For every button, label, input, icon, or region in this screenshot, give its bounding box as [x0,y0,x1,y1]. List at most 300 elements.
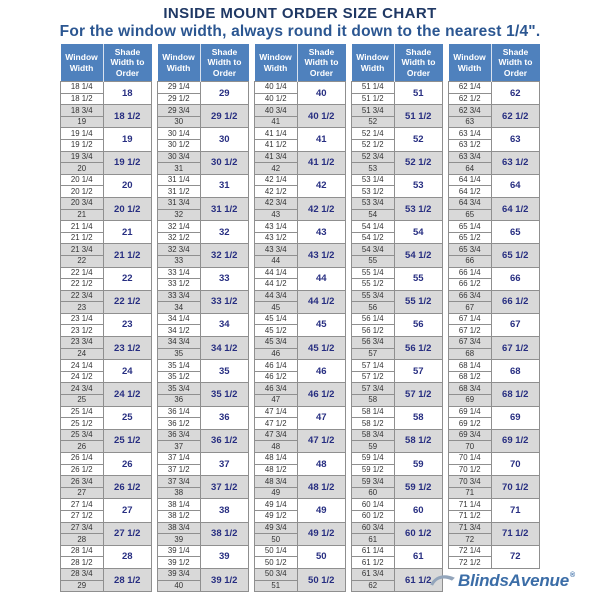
window-width-cell: 54 1/2 [352,232,395,244]
window-width-cell: 34 [158,302,201,314]
shade-width-cell: 35 [200,360,249,383]
window-width-cell: 70 3/4 [449,476,492,488]
window-width-cell: 56 1/4 [352,313,395,325]
shade-width-cell: 57 1/2 [394,383,443,406]
window-width-cell: 29 1/4 [158,82,201,94]
window-width-cell: 34 1/2 [158,325,201,337]
window-width-cell: 45 [255,302,298,314]
shade-width-cell: 46 1/2 [297,383,346,406]
window-width-cell: 27 [61,487,104,499]
window-width-cell: 28 [61,534,104,546]
window-width-cell: 53 1/4 [352,174,395,186]
window-width-cell: 54 3/4 [352,244,395,256]
window-width-cell: 39 3/4 [158,568,201,580]
window-width-cell: 58 1/4 [352,406,395,418]
window-width-cell: 22 1/4 [61,267,104,279]
window-width-cell: 61 3/4 [352,568,395,580]
window-width-cell: 29 1/2 [158,93,201,105]
window-width-cell: 27 1/2 [61,510,104,522]
size-chart [0,44,600,592]
window-width-cell: 48 3/4 [255,476,298,488]
shade-width-cell: 36 [200,406,249,429]
window-width-cell: 20 3/4 [61,197,104,209]
window-width-cell: 33 [158,255,201,267]
window-width-cell: 28 1/4 [61,545,104,557]
shade-width-cell: 39 [200,545,249,568]
shade-width-cell: 29 [200,82,249,105]
window-width-cell: 49 1/4 [255,499,298,511]
window-width-cell: 24 1/2 [61,371,104,383]
window-width-cell: 31 3/4 [158,197,201,209]
window-width-cell: 48 1/2 [255,464,298,476]
shade-width-cell: 43 [297,221,346,244]
window-width-cell: 25 1/2 [61,418,104,430]
window-width-cell: 41 3/4 [255,151,298,163]
window-width-cell: 71 [449,487,492,499]
window-width-cell: 24 [61,348,104,360]
window-width-cell: 61 [352,534,395,546]
window-width-cell: 52 3/4 [352,151,395,163]
window-width-cell: 43 1/2 [255,232,298,244]
shade-width-cell: 66 1/2 [491,290,540,313]
shade-width-cell: 23 1/2 [103,337,152,360]
window-width-cell: 57 3/4 [352,383,395,395]
window-width-cell: 62 3/4 [449,105,492,117]
window-width-cell: 37 [158,441,201,453]
window-width-cell: 35 1/2 [158,371,201,383]
shade-width-cell: 65 1/2 [491,244,540,267]
window-width-cell: 23 1/2 [61,325,104,337]
window-width-cell: 69 3/4 [449,429,492,441]
shade-width-cell: 30 [200,128,249,151]
roof-icon [429,572,456,586]
window-width-cell: 31 1/2 [158,186,201,198]
window-width-cell: 65 3/4 [449,244,492,256]
shade-width-cell: 68 1/2 [491,383,540,406]
shade-width-cell: 64 [491,174,540,197]
shade-width-cell: 21 [103,221,152,244]
window-width-cell: 52 1/4 [352,128,395,140]
shade-width-cell: 60 [394,499,443,522]
shade-width-cell: 26 [103,453,152,476]
shade-width-cell: 34 1/2 [200,337,249,360]
window-width-cell: 21 1/2 [61,232,104,244]
shade-width-cell: 32 [200,221,249,244]
window-width-cell: 50 [255,534,298,546]
shade-width-cell: 49 [297,499,346,522]
window-width-cell: 72 1/2 [449,557,492,569]
shade-width-cell: 55 [394,267,443,290]
window-width-cell: 68 3/4 [449,383,492,395]
window-width-cell: 31 [158,163,201,175]
page [0,5,600,605]
window-width-cell: 48 [255,441,298,453]
page-subtitle: For the window width, always round it down to the nearest 1/4". [59,23,541,40]
window-width-cell: 36 3/4 [158,429,201,441]
shade-width-cell: 62 1/2 [491,105,540,128]
window-width-cell: 62 [352,580,395,592]
shade-width-cell: 53 [394,174,443,197]
window-width-cell: 65 [449,209,492,221]
window-width-cell: 22 [61,255,104,267]
window-width-cell: 53 1/2 [352,186,395,198]
window-width-cell: 51 1/2 [352,93,395,105]
shade-width-cell: 19 1/2 [103,151,152,174]
window-width-cell: 33 1/2 [158,279,201,291]
window-width-cell: 53 3/4 [352,197,395,209]
shade-width-cell: 50 [297,545,346,568]
window-width-cell: 54 [352,209,395,221]
shade-width-cell: 67 1/2 [491,337,540,360]
shade-width-cell: 42 1/2 [297,197,346,220]
window-width-cell: 35 3/4 [158,383,201,395]
window-width-cell: 55 [352,255,395,267]
window-width-cell: 35 1/4 [158,360,201,372]
shade-width-cell: 42 [297,174,346,197]
window-width-cell: 37 1/2 [158,464,201,476]
shade-width-cell: 54 1/2 [394,244,443,267]
window-width-cell: 36 1/2 [158,418,201,430]
shade-width-cell: 61 [394,545,443,568]
shade-width-cell: 38 [200,499,249,522]
window-width-cell: 70 1/4 [449,453,492,465]
window-width-cell: 56 3/4 [352,337,395,349]
window-width-cell: 47 [255,395,298,407]
window-width-cell: 56 1/2 [352,325,395,337]
window-width-cell: 60 3/4 [352,522,395,534]
window-width-cell: 46 1/2 [255,371,298,383]
registered-mark: ® [569,572,576,579]
window-width-cell: 50 1/2 [255,557,298,569]
shade-width-cell: 33 [200,267,249,290]
window-width-cell: 34 3/4 [158,337,201,349]
window-width-cell: 70 1/2 [449,464,492,476]
window-width-cell: 24 3/4 [61,383,104,395]
window-width-cell: 25 [61,395,104,407]
window-width-cell: 68 1/2 [449,371,492,383]
window-width-cell: 37 1/4 [158,453,201,465]
shade-width-cell: 30 1/2 [200,151,249,174]
shade-width-cell: 44 1/2 [297,290,346,313]
shade-width-cell: 45 1/2 [297,337,346,360]
window-width-cell: 51 3/4 [352,105,395,117]
window-width-cell: 57 1/2 [352,371,395,383]
shade-width-cell: 50 1/2 [297,568,346,591]
window-width-cell: 42 [255,163,298,175]
window-width-cell: 71 1/2 [449,510,492,522]
window-width-header: Window Width [61,44,104,82]
shade-width-cell: 37 1/2 [200,476,249,499]
shade-width-cell: 41 [297,128,346,151]
window-width-cell: 32 1/4 [158,221,201,233]
shade-width-cell: 31 [200,174,249,197]
window-width-cell: 68 1/4 [449,360,492,372]
shade-width-cell: 26 1/2 [103,476,152,499]
window-width-cell: 38 1/4 [158,499,201,511]
shade-width-cell: 37 [200,453,249,476]
window-width-cell: 63 [449,116,492,128]
window-width-cell: 49 3/4 [255,522,298,534]
shade-width-cell: 48 1/2 [297,476,346,499]
window-width-cell: 68 [449,348,492,360]
window-width-cell: 56 [352,302,395,314]
window-width-cell: 32 1/2 [158,232,201,244]
window-width-cell: 59 1/4 [352,453,395,465]
window-width-cell: 67 1/4 [449,313,492,325]
shade-width-cell: 59 [394,453,443,476]
window-width-cell: 38 3/4 [158,522,201,534]
shade-width-cell: 27 1/2 [103,522,152,545]
window-width-cell: 31 1/4 [158,174,201,186]
window-width-cell: 66 1/2 [449,279,492,291]
shade-width-cell: 69 1/2 [491,429,540,452]
window-width-cell: 58 [352,395,395,407]
shade-width-cell: 25 1/2 [103,429,152,452]
window-width-cell: 55 3/4 [352,290,395,302]
window-width-cell: 59 3/4 [352,476,395,488]
window-width-cell: 47 3/4 [255,429,298,441]
window-width-cell: 61 1/2 [352,557,395,569]
window-width-cell: 39 [158,534,201,546]
shade-width-cell: 33 1/2 [200,290,249,313]
window-width-cell: 62 1/4 [449,82,492,94]
shade-width-cell: 40 [297,82,346,105]
page-title: INSIDE MOUNT ORDER SIZE CHART [163,5,437,22]
shade-width-cell: 52 [394,128,443,151]
window-width-cell: 71 1/4 [449,499,492,511]
shade-width-cell: 28 [103,545,152,568]
window-width-cell: 43 3/4 [255,244,298,256]
shade-width-cell: 22 1/2 [103,290,152,313]
window-width-cell: 46 [255,348,298,360]
shade-width-cell: 24 1/2 [103,383,152,406]
window-width-cell: 66 [449,255,492,267]
logo-text: BlindsAvenue [458,571,569,590]
window-width-header: Window Width [352,44,395,82]
shade-width-header: Shade Width to Order [297,44,346,82]
window-width-cell: 18 3/4 [61,105,104,117]
window-width-cell: 30 1/2 [158,139,201,151]
window-width-cell: 45 1/4 [255,313,298,325]
shade-width-cell: 32 1/2 [200,244,249,267]
window-width-cell: 58 1/2 [352,418,395,430]
window-width-cell: 20 1/4 [61,174,104,186]
window-width-cell: 54 1/4 [352,221,395,233]
window-width-cell: 47 1/4 [255,406,298,418]
shade-width-cell: 68 [491,360,540,383]
window-width-cell: 42 1/2 [255,186,298,198]
shade-width-cell: 18 1/2 [103,105,152,128]
window-width-cell: 53 [352,163,395,175]
shade-width-cell: 23 [103,313,152,336]
window-width-cell: 44 1/2 [255,279,298,291]
shade-width-cell: 31 1/2 [200,197,249,220]
window-width-cell: 52 [352,116,395,128]
column-group-2 [157,44,249,592]
window-width-cell: 30 3/4 [158,151,201,163]
shade-width-cell: 47 1/2 [297,429,346,452]
shade-width-cell: 27 [103,499,152,522]
shade-width-cell: 40 1/2 [297,105,346,128]
window-width-cell: 44 [255,255,298,267]
window-width-cell: 65 1/2 [449,232,492,244]
column-group-1 [60,44,152,592]
window-width-cell: 55 1/4 [352,267,395,279]
window-width-cell: 69 1/4 [449,406,492,418]
window-width-cell: 67 1/2 [449,325,492,337]
shade-width-cell: 62 [491,82,540,105]
shade-width-cell: 70 [491,453,540,476]
window-width-cell: 51 [255,580,298,592]
window-width-cell: 18 1/2 [61,93,104,105]
window-width-cell: 26 3/4 [61,476,104,488]
window-width-cell: 25 1/4 [61,406,104,418]
window-width-cell: 59 1/2 [352,464,395,476]
window-width-cell: 40 1/2 [255,93,298,105]
shade-width-cell: 21 1/2 [103,244,152,267]
shade-width-cell: 69 [491,406,540,429]
shade-width-cell: 51 1/2 [394,105,443,128]
window-width-cell: 60 [352,487,395,499]
window-width-cell: 67 3/4 [449,337,492,349]
window-width-cell: 25 3/4 [61,429,104,441]
shade-width-cell: 18 [103,82,152,105]
shade-width-cell: 66 [491,267,540,290]
shade-width-cell: 47 [297,406,346,429]
window-width-cell: 40 1/4 [255,82,298,94]
shade-width-cell: 51 [394,82,443,105]
window-width-cell: 45 1/2 [255,325,298,337]
column-group-3 [254,44,346,592]
column-group-4 [351,44,443,592]
window-width-cell: 62 1/2 [449,93,492,105]
window-width-header: Window Width [449,44,492,82]
shade-width-cell: 70 1/2 [491,476,540,499]
shade-width-cell: 63 [491,128,540,151]
window-width-cell: 43 [255,209,298,221]
window-width-cell: 64 3/4 [449,197,492,209]
shade-width-cell: 36 1/2 [200,429,249,452]
shade-width-cell: 20 1/2 [103,197,152,220]
shade-width-cell: 41 1/2 [297,151,346,174]
shade-width-header: Shade Width to Order [200,44,249,82]
window-width-cell: 21 [61,209,104,221]
window-width-cell: 39 1/2 [158,557,201,569]
window-width-cell: 66 3/4 [449,290,492,302]
shade-width-cell: 58 1/2 [394,429,443,452]
window-width-cell: 64 1/2 [449,186,492,198]
window-width-cell: 21 3/4 [61,244,104,256]
window-width-cell: 60 1/4 [352,499,395,511]
window-width-cell: 58 3/4 [352,429,395,441]
window-width-cell: 26 1/2 [61,464,104,476]
shade-width-cell: 54 [394,221,443,244]
window-width-cell: 44 1/4 [255,267,298,279]
window-width-cell: 65 1/4 [449,221,492,233]
window-width-cell: 47 1/2 [255,418,298,430]
window-width-cell: 52 1/2 [352,139,395,151]
shade-width-cell: 49 1/2 [297,522,346,545]
window-width-header: Window Width [158,44,201,82]
window-width-cell: 23 [61,302,104,314]
shade-width-cell: 60 1/2 [394,522,443,545]
blindsavenue-logo [429,571,575,591]
window-width-cell: 39 1/4 [158,545,201,557]
window-width-cell: 63 3/4 [449,151,492,163]
shade-width-cell: 58 [394,406,443,429]
window-width-cell: 69 [449,395,492,407]
window-width-cell: 36 1/4 [158,406,201,418]
window-width-cell: 27 3/4 [61,522,104,534]
window-width-cell: 51 1/4 [352,82,395,94]
window-width-cell: 34 1/4 [158,313,201,325]
window-width-cell: 57 1/4 [352,360,395,372]
shade-width-cell: 71 1/2 [491,522,540,545]
window-width-cell: 29 [61,580,104,592]
shade-width-cell: 53 1/2 [394,197,443,220]
window-width-cell: 35 [158,348,201,360]
window-width-cell: 64 [449,163,492,175]
window-width-cell: 50 1/4 [255,545,298,557]
window-width-cell: 29 3/4 [158,105,201,117]
window-width-cell: 38 1/2 [158,510,201,522]
window-width-cell: 61 1/4 [352,545,395,557]
shade-width-cell: 64 1/2 [491,197,540,220]
window-width-cell: 19 [61,116,104,128]
window-width-cell: 44 3/4 [255,290,298,302]
shade-width-cell: 28 1/2 [103,568,152,591]
shade-width-cell: 56 [394,313,443,336]
shade-width-cell: 55 1/2 [394,290,443,313]
shade-width-cell: 46 [297,360,346,383]
shade-width-header: Shade Width to Order [394,44,443,82]
window-width-cell: 20 [61,163,104,175]
window-width-cell: 36 [158,395,201,407]
window-width-cell: 66 1/4 [449,267,492,279]
window-width-cell: 18 1/4 [61,82,104,94]
shade-width-cell: 20 [103,174,152,197]
window-width-cell: 32 3/4 [158,244,201,256]
window-width-cell: 23 1/4 [61,313,104,325]
window-width-cell: 42 3/4 [255,197,298,209]
shade-width-header: Shade Width to Order [103,44,152,82]
shade-width-cell: 25 [103,406,152,429]
shade-width-cell: 39 1/2 [200,568,249,591]
shade-width-cell: 44 [297,267,346,290]
window-width-cell: 63 1/4 [449,128,492,140]
window-width-cell: 19 3/4 [61,151,104,163]
window-width-cell: 49 1/2 [255,510,298,522]
shade-width-cell: 48 [297,453,346,476]
column-group-5 [448,44,540,569]
window-width-cell: 57 [352,348,395,360]
window-width-cell: 42 1/4 [255,174,298,186]
shade-width-cell: 22 [103,267,152,290]
shade-width-cell: 56 1/2 [394,337,443,360]
window-width-cell: 23 3/4 [61,337,104,349]
window-width-cell: 41 [255,116,298,128]
window-width-cell: 21 1/4 [61,221,104,233]
window-width-cell: 28 1/2 [61,557,104,569]
shade-width-header: Shade Width to Order [491,44,540,82]
window-width-cell: 67 [449,302,492,314]
window-width-cell: 40 [158,580,201,592]
window-width-cell: 64 1/4 [449,174,492,186]
window-width-cell: 24 1/4 [61,360,104,372]
shade-width-cell: 59 1/2 [394,476,443,499]
window-width-header: Window Width [255,44,298,82]
shade-width-cell: 71 [491,499,540,522]
